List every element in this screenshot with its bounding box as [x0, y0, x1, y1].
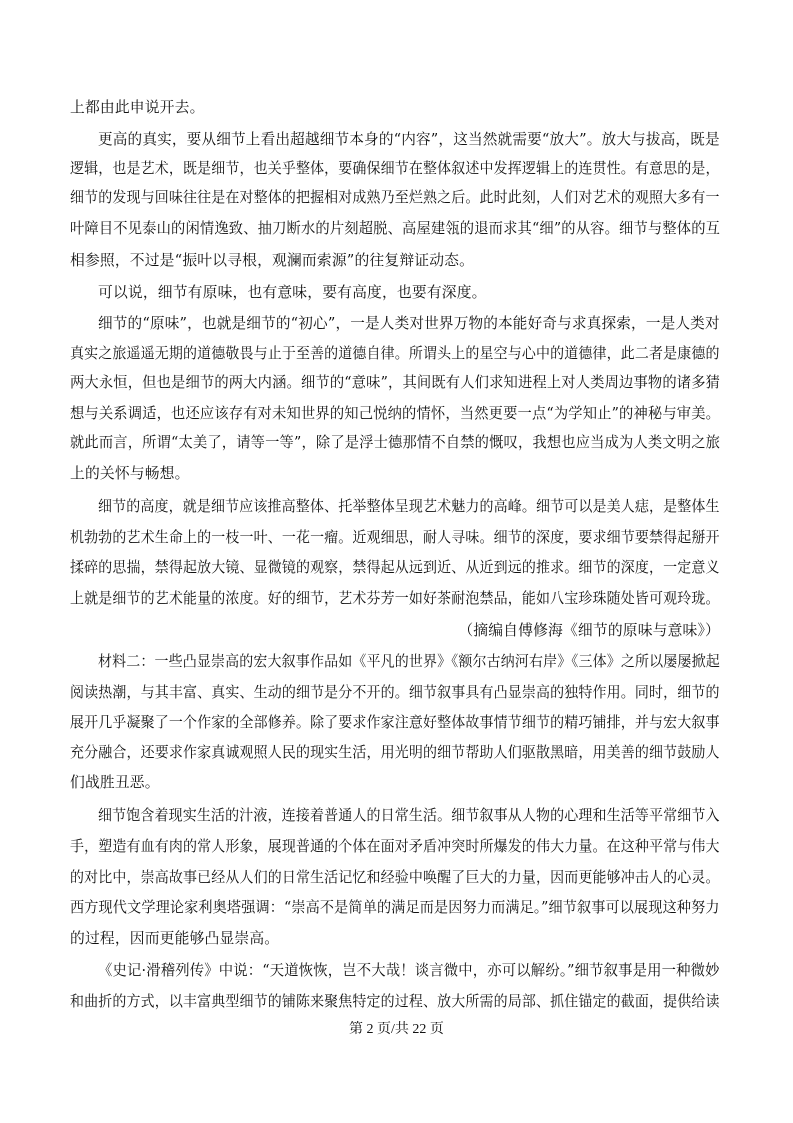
- text-line: 《史记·滑稽列传》中说：“天道恢恢，岂不大哉！谈言微中，亦可以解纷。”细节叙事是用一种微妙: [98, 962, 720, 979]
- text-line: 们战胜丑恶。: [70, 774, 160, 791]
- text-line: 展开几乎凝聚了一个作家的全部修养。除了要求作家注意好整体故事情节细节的精巧铺排，并与宏大叙事: [70, 714, 720, 731]
- text-line: 揉碎的思揣，禁得起放大镜、显微镜的观察，禁得起从远到近、从近到远的推求。细节的深度，一定意义: [70, 559, 720, 576]
- text-line: 上就是细节的艺术能量的浓度。好的细节，艺术芬芳一如好茶耐泡禁品，能如八宝珍珠随处皆可观玲珑。: [70, 590, 720, 607]
- text-line: 细节的“原味”，也就是细节的“初心”，一是人类对世界万物的本能好奇与求真探索，一是人类对: [98, 315, 720, 332]
- page-number-footer: 第 2 页/共 22 页: [349, 1022, 444, 1037]
- text-line: 上的关怀与畅想。: [70, 465, 190, 482]
- text-line: 和曲折的方式，以丰富典型细节的铺陈来聚焦特定的过程、放大所需的局部、抓住锚定的截面，提供给读: [70, 993, 720, 1010]
- text-line: 阅读热潮，与其丰富、真实、生动的细节是分不开的。细节叙事具有凸显崇高的独特作用。同时，细节的: [70, 684, 720, 701]
- text-line: 充分融合，还要求作家真诚观照人民的现实生活，用光明的细节帮助人们驱散黑暗，用美善的细节鼓励人: [70, 744, 720, 761]
- text-line: 细节的高度，就是细节应该推高整体、托举整体呈现艺术魅力的高峰。细节可以是美人痣，是整体生: [98, 498, 720, 515]
- text-line: 想与关系调适，也还应该存有对未知世界的知己悦纳的情怀，当然更要一点“为学知止”的神秘与审美。: [70, 405, 720, 422]
- text-line: 的过程，因而更能够凸显崇高。: [70, 930, 280, 947]
- text-line: 细节的发现与回味往往是在对整体的把握相对成熟乃至烂熟之后。此时此刻，人们对艺术的观照大多有一: [70, 189, 720, 206]
- text-line: 相参照，不过是“振叶以寻根，观澜而索源”的往复辩证动态。: [70, 252, 475, 269]
- text-line: 上都由此申说开去。: [70, 99, 205, 116]
- source-citation: （摘编自傅修海《细节的原味与意味》）: [458, 622, 720, 639]
- text-line: 就此而言，所谓“太美了，请等一等”，除了是浮士德那情不自禁的慨叹，我想也应当成为人类文明之旅: [70, 434, 720, 451]
- text-line: 细节饱含着现实生活的汁液，连接着普通人的日常生活。细节叙事从人物的心理和生活等平常细节入: [98, 807, 720, 824]
- text-line: 机勃勃的艺术生命上的一枝一叶、一花一瘤。近观细思，耐人寻味。细节的深度，要求细节要禁得起掰开: [70, 529, 720, 546]
- text-line: 两大永恒，但也是细节的两大内涵。细节的“意味”，其间既有人们求知进程上对人类周边事物的诸多猜: [70, 374, 720, 391]
- text-line: 叶障目不见泰山的闲情逸致、抽刀断水的片刻超脱、高屋建瓴的退而求其“细”的从容。细节与整体的互: [70, 220, 720, 237]
- text-line: 西方现代文学理论家利奥塔强调：“崇高不是简单的满足而是因努力而满足。”细节叙事可以展现这种努力: [70, 899, 720, 916]
- text-line: 可以说，细节有原味，也有意味，要有高度，也要有深度。: [98, 284, 487, 301]
- text-line: 材料二：一些凸显崇高的宏大叙事作品如《平凡的世界》《额尔古纳河右岸》《三体》之所以屡屡掀起: [98, 653, 720, 670]
- text-line: 逻辑，也是艺术，既是细节，也关乎整体，要确保细节在整体叙述中发挥逻辑上的连贯性。有意思的是，: [70, 160, 720, 177]
- text-line: 手，塑造有血有肉的常人形象，展现普通的个体在面对矛盾冲突时所爆发的伟大力量。在这种平常与伟大: [70, 838, 720, 855]
- text-line: 真实之旅遥遥无期的道德敬畏与止于至善的道德自律。所谓头上的星空与心中的道德律，此二者是康德的: [70, 345, 720, 362]
- text-line: 的对比中，崇高故事已经从人们的日常生活记忆和经验中唤醒了巨大的力量，因而更能够冲击人的心灵。: [70, 869, 720, 886]
- text-line: 更高的真实，要从细节上看出超越细节本身的“内容”，这当然就需要“放大”。放大与拔高，既是: [98, 131, 720, 148]
